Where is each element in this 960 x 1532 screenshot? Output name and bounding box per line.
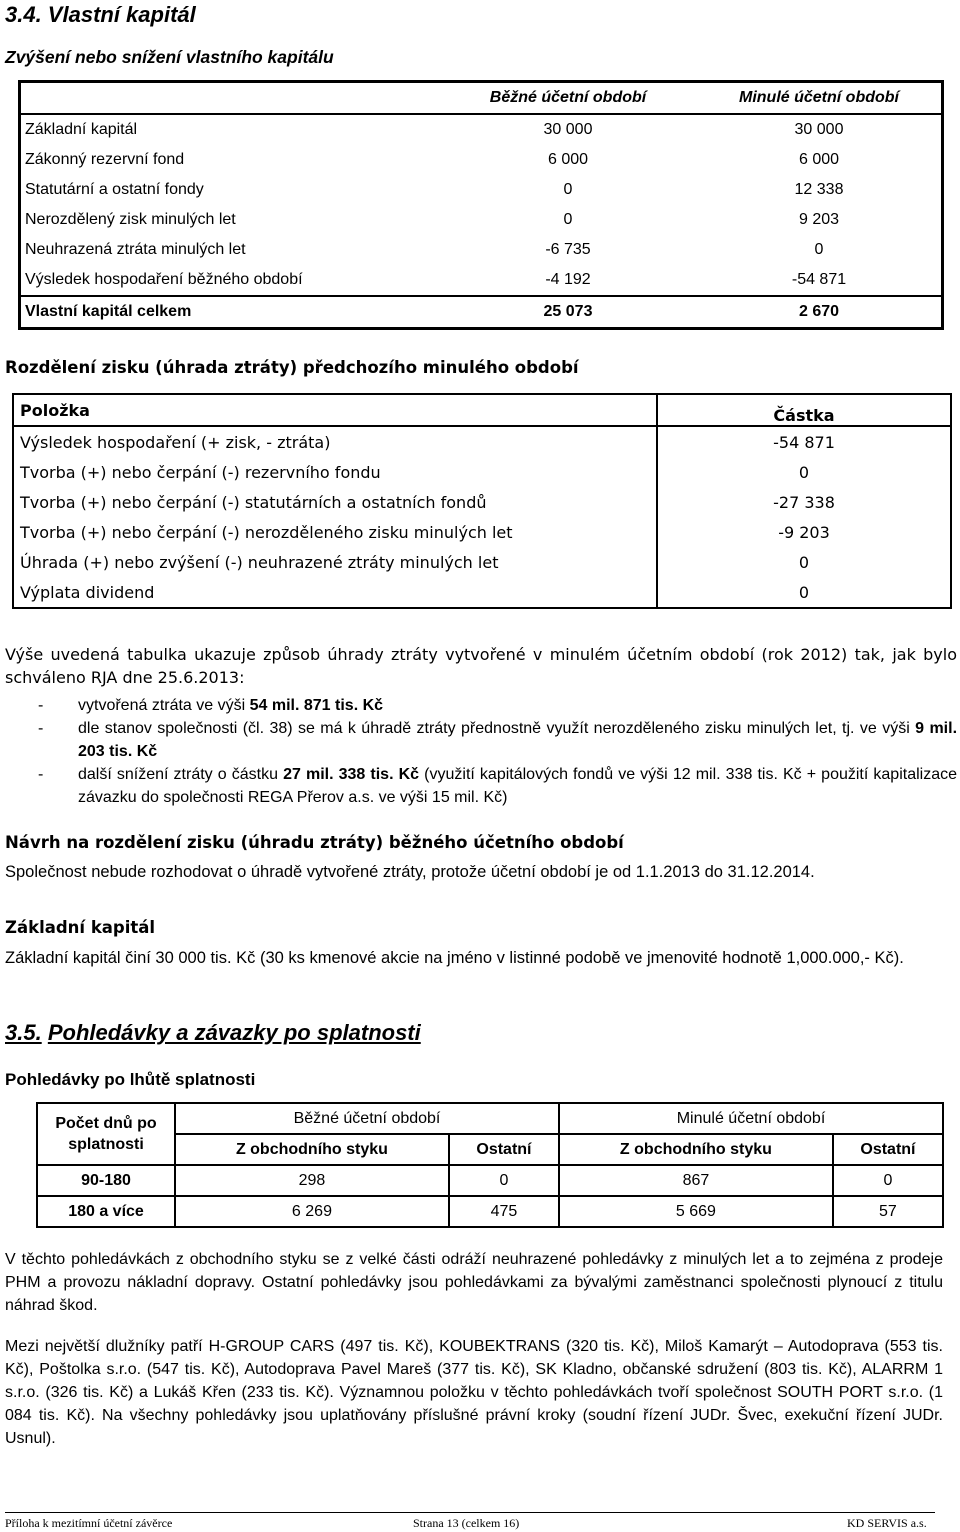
footer-page-number: Strana 13 (celkem 16): [413, 1516, 520, 1530]
bullet-text: další snížení ztráty o částku: [78, 766, 284, 783]
row-previous: 12 338: [794, 181, 844, 198]
cell: 475: [449, 1196, 559, 1227]
table-row: [20, 265, 943, 296]
bullet-bold: 27 mil. 338 tis. Kč: [283, 766, 420, 783]
header-current-period: Běžné účetní období: [439, 82, 697, 115]
row-label: Tvorba (+) nebo čerpání (-) rezervního fondu: [20, 462, 381, 482]
row-label: Výsledek hospodaření běžného období: [25, 271, 303, 288]
table-row: [13, 547, 951, 577]
table-row: [20, 145, 943, 175]
row-value: -9 203: [657, 517, 951, 547]
cell: 867: [559, 1165, 833, 1196]
table-row: [20, 235, 943, 265]
table-row: [20, 175, 943, 205]
subheader-trade: Z obchodního styku: [175, 1134, 449, 1165]
cell: 0: [833, 1165, 943, 1196]
bullet-text: vytvořená ztráta ve výši: [78, 697, 250, 714]
row-label: Výsledek hospodaření (+ zisk, - ztráta): [20, 432, 331, 452]
total-current: 25 073: [439, 296, 697, 329]
bullet-bold: 9 mil. 203 tis. Kč: [78, 720, 958, 760]
cell: 57: [833, 1196, 943, 1227]
row-current: 0: [563, 181, 573, 198]
distribution-bullets: [5, 694, 957, 809]
table-row: [13, 457, 951, 487]
row-previous: 30 000: [794, 121, 844, 138]
row-value: 0: [657, 577, 951, 608]
section-heading: Pohledávky a závazky po splatnosti: [47, 1020, 421, 1045]
header-item: Položka: [13, 394, 657, 426]
row-previous: 0: [814, 241, 824, 258]
table-row: [13, 426, 951, 457]
row-label: 180 a více: [37, 1196, 175, 1227]
table-row: [13, 577, 951, 608]
header-previous-period: Minulé účetní období: [697, 82, 943, 115]
capital-text: Základní kapitál činí 30 000 tis. Kč (30 ks kmenové akcie na jméno v listinné podobě ve jmenovité hodnotě 1,000.000,- Kč).: [5, 949, 904, 967]
section-title-3-4: 3.4. Vlastní kapitál: [5, 2, 196, 27]
row-value: -54 871: [657, 426, 951, 457]
row-previous: 6 000: [798, 151, 840, 168]
table-row: [20, 205, 943, 235]
row-label: Neuhrazená ztráta minulých let: [25, 241, 246, 258]
subheader-other: Ostatní: [449, 1134, 559, 1165]
row-value: 0: [657, 547, 951, 577]
cell: 0: [449, 1165, 559, 1196]
row-label: Základní kapitál: [25, 121, 138, 138]
page-footer: [5, 1512, 935, 1530]
header-amount: Částka: [657, 394, 951, 426]
row-current: 0: [563, 211, 573, 228]
row-previous: -54 871: [791, 271, 847, 288]
section-title-3-5: [5, 1020, 421, 1046]
subheader-trade: Z obchodního styku: [559, 1134, 833, 1165]
row-value: 0: [657, 457, 951, 487]
equity-change-subtitle: Zvýšení nebo snížení vlastního kapitálu: [5, 47, 334, 67]
bullet-text: dle stanov společnosti (čl. 38) se má k úhradě ztráty přednostně využít nerozděleného zisku minulých let, tj. ve výši: [78, 720, 916, 737]
row-label: 90-180: [37, 1165, 175, 1196]
equity-table: [18, 80, 944, 330]
receivables-paragraph-1: V těchto pohledávkách z obchodního styku se z velké části odráží neuhrazené pohledávky z minulých let a to zejména z prodeje PHM a provozu nákladní dopravy. Ostatní pohledávky jsou pohledávkami za bývalými zaměstnanci společnosti plynoucí z titulu náhrad škod.: [5, 1251, 943, 1314]
row-current: 30 000: [543, 121, 593, 138]
row-label: Nerozdělený zisk minulých let: [25, 211, 236, 228]
row-label: Tvorba (+) nebo čerpání (-) statutárních a ostatních fondů: [20, 492, 487, 512]
row-current: -4 192: [545, 271, 591, 288]
bullet-text: (využití kapitálových fondů ve výši 12 mil. 338 tis. Kč + použití kapitalizace závazku do společnosti REGA Přerov a.s. ve výši 15 mil. Kč): [78, 766, 958, 806]
row-value: -27 338: [657, 487, 951, 517]
row-current: 6 000: [547, 151, 589, 168]
table-row: [20, 114, 943, 145]
row-label: Úhrada (+) nebo zvýšení (-) neuhrazené ztráty minulých let: [20, 552, 499, 572]
receivables-header-row: [37, 1103, 943, 1134]
table-row: [37, 1196, 943, 1227]
receivables-table: [36, 1102, 944, 1228]
list-item: [5, 694, 957, 717]
section-number: 3.5.: [5, 1020, 42, 1045]
row-label: Výplata dividend: [20, 582, 155, 602]
distribution-title: Rozdělení zisku (úhrada ztráty) předchozího minulého období: [5, 358, 579, 377]
total-label: Vlastní kapitál celkem: [20, 296, 440, 329]
table-row: [13, 487, 951, 517]
capital-title: Základní kapitál: [5, 918, 156, 937]
list-item: [5, 763, 957, 809]
receivables-paragraph-2: Mezi největší dlužníky patří H-GROUP CARS (497 tis. Kč), KOUBEKTRANS (320 tis. Kč), Miloš Kamarýt – Autodoprava (553 tis. Kč), Poštolka s.r.o. (547 tis. Kč), Autodoprava Pavel Mareš (377 tis. Kč), SK Kladno, občanské sdružení (803 tis. Kč), ALARRM 1 s.r.o. (326 tis. Kč) a Lukáš Křen (233 tis. Kč). Významnou položku v těchto pohledávkách tvoří společnost SOUTH PORT s.r.o. (1 084 tis. Kč). Na všechny pohledávky jsou uplatňovány příslušné právní kroky (soudní řízení JUDr. Švec, exekuční řízení JUDr. Usnul).: [5, 1338, 943, 1447]
corner-header: Počet dnů po splatnosti: [37, 1103, 175, 1165]
row-previous: 9 203: [798, 211, 840, 228]
list-item: [5, 717, 957, 763]
cell: 5 669: [559, 1196, 833, 1227]
table-row: [13, 517, 951, 547]
row-label: Zákonný rezervní fond: [25, 151, 185, 168]
row-label: Tvorba (+) nebo čerpání (-) nerozděleného zisku minulých let: [20, 522, 513, 542]
row-label: Statutární a ostatní fondy: [25, 181, 204, 198]
receivables-subtitle: Pohledávky po lhůtě splatnosti: [5, 1070, 256, 1089]
distribution-paragraph: Výše uvedená tabulka ukazuje způsob úhrady ztráty vytvořené v minulém účetním období (rok 2012) tak, jak bylo schváleno RJA dne 25.6.2013:: [5, 645, 957, 687]
bullet-bold: 54 mil. 871 tis. Kč: [249, 697, 384, 714]
distribution-header: [13, 394, 951, 426]
total-previous: 2 670: [697, 296, 943, 329]
header-current-period: Běžné účetní období: [175, 1103, 559, 1134]
row-current: -6 735: [545, 241, 591, 258]
subheader-other: Ostatní: [833, 1134, 943, 1165]
table-row: [37, 1165, 943, 1196]
proposal-title: Návrh na rozdělení zisku (úhradu ztráty) běžného účetního období: [5, 833, 624, 852]
footer-left: Příloha k mezitímní účetní závěrce: [5, 1516, 173, 1530]
cell: 298: [175, 1165, 449, 1196]
header-previous-period: Minulé účetní období: [559, 1103, 943, 1134]
footer-company: KD SERVIS a.s.: [847, 1516, 927, 1530]
cell: 6 269: [175, 1196, 449, 1227]
proposal-text: Společnost nebude rozhodovat o úhradě vytvořené ztráty, protože účetní období je od 1.1.2013 do 31.12.2014.: [5, 863, 815, 881]
total-row: [20, 296, 943, 329]
distribution-table: [12, 393, 952, 609]
equity-table-header: [20, 82, 943, 115]
